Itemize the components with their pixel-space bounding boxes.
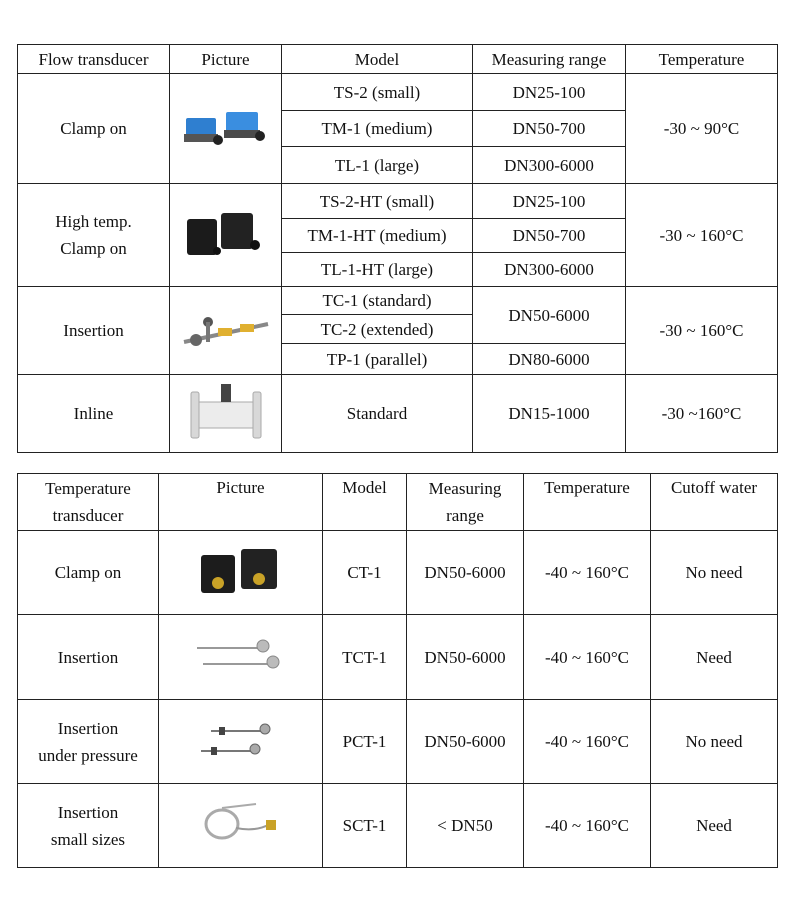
range-cell: DN25-100 [473,184,626,219]
type-insertion: Insertion [18,287,170,375]
header-flow-transducer: Flow transducer [18,45,170,74]
model-cell: TP-1 (parallel) [282,344,473,375]
temperature-cell: -40 ~ 160°C [524,700,651,784]
header-model: Model [323,474,407,531]
table-row [18,287,778,315]
table-row [18,184,778,219]
range-cell: < DN50 [407,784,524,868]
type-line: High temp. [55,212,132,231]
type-cell [18,615,159,700]
temperature-cell: -30 ~ 160°C [626,184,778,287]
range-cell: DN300-6000 [473,147,626,184]
cutoff-cell: No need [651,700,778,784]
temperature-cell: -40 ~ 160°C [524,615,651,700]
header-cutoff-water: Cutoff water [651,474,778,531]
range-cell: DN50-6000 [473,287,626,344]
temperature-transducer-table [17,473,778,868]
type-line: Clamp on [60,239,127,258]
model-cell: Standard [282,375,473,453]
header-measuring-range [407,474,524,531]
range-cell: DN50-6000 [407,700,524,784]
temperature-cell: -30 ~160°C [626,375,778,453]
model-cell: CT-1 [323,531,407,615]
type-high-temp-clamp-on [18,184,170,287]
clamp-on-transducers-blue-icon [170,74,282,184]
model-cell: SCT-1 [323,784,407,868]
model-cell: TL-1 (large) [282,147,473,184]
temperature-cell: -40 ~ 160°C [524,531,651,615]
type-line: Insertion [57,647,119,667]
model-cell: TM-1 (medium) [282,111,473,147]
type-cell [18,531,159,615]
type-line: small sizes [50,829,126,849]
type-line: Clamp on [54,563,122,582]
range-cell: DN50-6000 [407,531,524,615]
flow-transducer-table [17,44,778,453]
cutoff-cell: No need [651,531,778,615]
table-row [18,615,778,700]
table-row [18,375,778,453]
table-row [18,700,778,784]
range-cell: DN80-6000 [473,344,626,375]
range-cell: DN25-100 [473,74,626,111]
header-picture: Picture [159,474,323,531]
table-row [18,74,778,111]
temperature-cell: -30 ~ 160°C [626,287,778,375]
model-cell: TCT-1 [323,615,407,700]
type-line: Insertion [57,718,119,738]
header-line: Measuring [428,479,502,498]
clamp-on-temp-sensors-icon [159,531,323,615]
model-cell: TC-1 (standard) [282,287,473,315]
range-cell: DN50-6000 [407,615,524,700]
insertion-temp-probes-icon [159,615,323,700]
table-row [18,531,778,615]
cutoff-cell: Need [651,615,778,700]
type-cell [18,700,159,784]
header-line: transducer [52,506,124,525]
header-line: range [446,506,484,525]
model-cell: TC-2 (extended) [282,315,473,344]
model-cell: TL-1-HT (large) [282,253,473,287]
small-size-probe-cable-icon [159,784,323,868]
range-cell: DN300-6000 [473,253,626,287]
pressure-insertion-probes-icon [159,700,323,784]
table-row [18,784,778,868]
model-cell: TS-2-HT (small) [282,184,473,219]
header-temperature: Temperature [626,45,778,74]
header-temperature-transducer [18,474,159,531]
type-cell [18,784,159,868]
model-cell: PCT-1 [323,700,407,784]
insertion-transducers-icon [170,287,282,375]
range-cell: DN15-1000 [473,375,626,453]
header-measuring-range: Measuring range [473,45,626,74]
model-cell: TS-2 (small) [282,74,473,111]
range-cell: DN50-700 [473,219,626,253]
type-line: Insertion [57,802,119,822]
temperature-cell: -40 ~ 160°C [524,784,651,868]
type-line: under pressure [38,745,138,765]
temperature-cell: -30 ~ 90°C [626,74,778,184]
range-cell: DN50-700 [473,111,626,147]
flow-table-header-row [18,45,778,74]
header-line: Temperature [45,479,131,498]
header-model: Model [282,45,473,74]
type-clamp-on: Clamp on [18,74,170,184]
high-temp-clamp-transducers-icon [170,184,282,287]
type-inline: Inline [18,375,170,453]
temp-table-header-row [18,474,778,531]
inline-spool-icon [170,375,282,453]
header-temperature: Temperature [524,474,651,531]
cutoff-cell: Need [651,784,778,868]
header-picture: Picture [170,45,282,74]
model-cell: TM-1-HT (medium) [282,219,473,253]
